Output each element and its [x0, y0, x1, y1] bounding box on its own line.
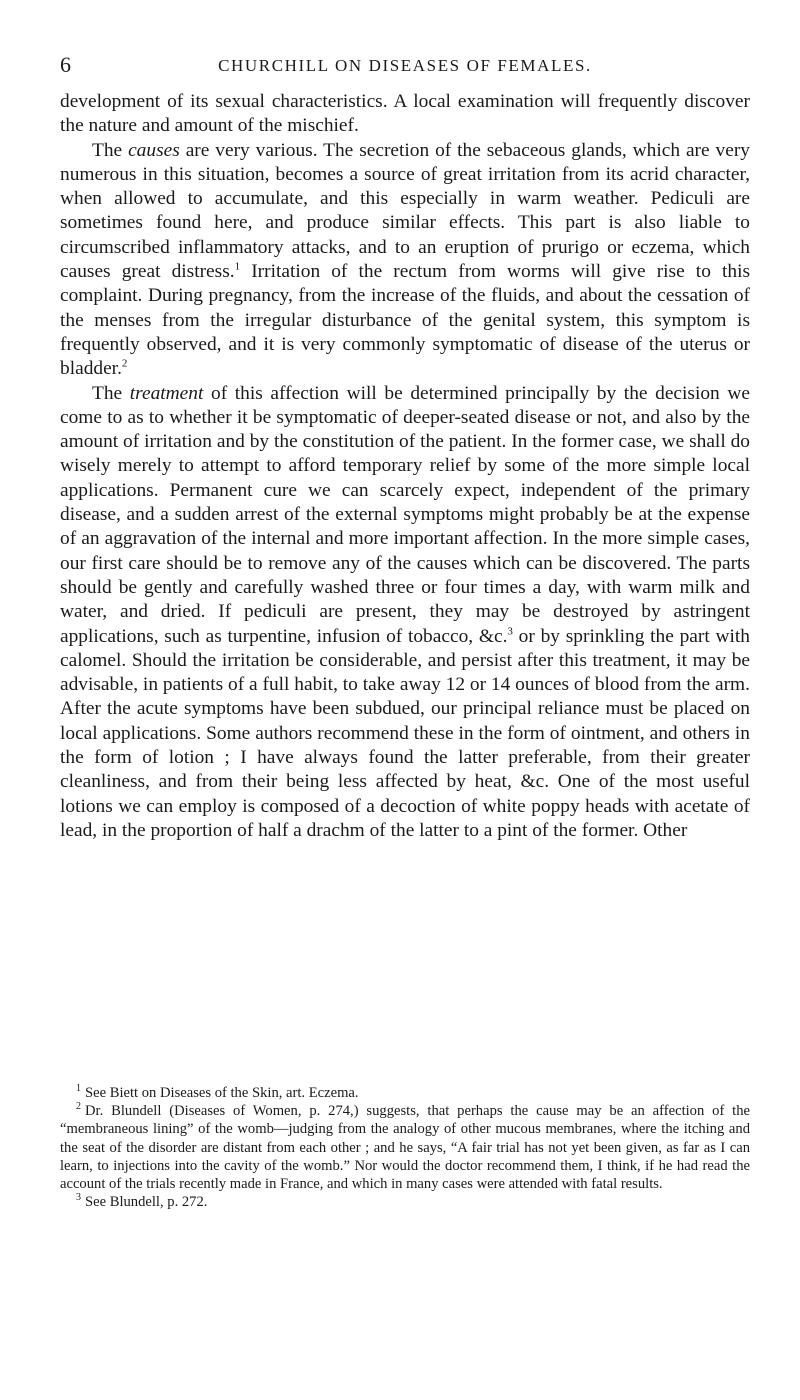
p2-prefix: The — [92, 139, 123, 161]
paragraph-2 — [60, 139, 750, 382]
footnote-1 — [60, 1084, 750, 1102]
paragraph-3 — [60, 382, 750, 844]
p2-text-a: are very various. The secretion of the sebaceous glands, which are very numerous in this situation, becomes a source of great irritation from its acrid character, when allowed to accumulate, and this especially in warm weather. Pediculi are sometimes found here, and produce similar effects. This part is also liable to circumscribed inflammatory attacks, and to an eruption of prurigo or eczema, which causes great distress. — [60, 139, 750, 283]
page-number: 6 — [60, 52, 71, 77]
p2-emphasis: causes — [128, 139, 180, 161]
p3-prefix: The — [92, 382, 123, 404]
footnote-1-text: See Biett on Diseases of the Skin, art. Eczema. — [85, 1085, 359, 1101]
p3-text-b: or by sprinkling the part with calomel. Should the irritation be considerable, and persist after this treatment, it may be advisable, in patients of a full habit, to take away 12 or 14 ounces of blood from the arm. After the acute symptoms have been subdued, our principal reliance must be placed on local applications. Some authors recommend these in the form of ointment, and others in the form of lotion ; I have always found the latter preferable, from their greater cleanliness, and from their being less affected by heat, &c. One of the most useful lotions we can employ is composed of a decoction of white poppy heads with acetate of lead, in the proportion of half a drachm of the latter to a pint of the former. Other — [60, 625, 750, 841]
footnotes — [60, 1084, 750, 1211]
footnote-ref-2[interactable]: 2 — [121, 357, 128, 370]
footnote-3-mark: 3 — [76, 1192, 81, 1204]
footnote-2 — [60, 1102, 750, 1193]
footnote-2-text: Dr. Blundell (Diseases of Women, p. 274,) suggests, that perhaps the cause may be an affection of the “membraneous lining” of the womb—judging from the analogy of other mucous membranes, where the itching and the seat of the disorder are distant from each other ; and he says, “A fair trial has not yet been given, as far as I can learn, to injections into the cavity of the womb.” Nor would the doctor recommend them, I think, if he had read the account of the trials recently made in France, and which in many cases were attended with fatal results. — [60, 1103, 750, 1193]
footnote-ref-3[interactable]: 3 — [507, 625, 513, 638]
footnote-2-mark: 2 — [76, 1101, 81, 1113]
footnote-3 — [60, 1193, 750, 1211]
footnote-ref-1[interactable]: 1 — [234, 260, 241, 273]
footnote-1-mark: 1 — [76, 1083, 81, 1095]
footnote-3-text: See Blundell, p. 272. — [85, 1194, 208, 1211]
running-head: CHURCHILL ON DISEASES OF FEMALES. — [218, 56, 592, 75]
p3-emphasis: treatment — [129, 382, 204, 404]
body-text — [60, 90, 750, 843]
p3-text-a: of this affection will be determined principally by the decision we come to as to whether it be symptomatic of deeper-seated disease or not, and also by the amount of irritation and by the constitution of the patient. In the former case, we shall do wisely merely to attempt to afford temporary relief by some of the more simple local applications. Permanent cure we can scarcely expect, independent of the primary disease, and a sudden arrest of the external symptoms might probably be at the expense of an aggravation of the internal and more important affection. In the more simple cases, our first care should be to remove any of the causes which can be discovered. The parts should be gently and carefully washed three or four times a day, with warm milk and water, and dried. If pediculi are present, they may be destroyed by astringent applications, such as turpentine, infusion of tobacco, &c. — [60, 382, 750, 647]
page-header — [60, 50, 750, 80]
p2-text-b: Irritation of the rectum from worms will give rise to this complaint. During pregnancy, from the increase of the fluids, and about the cessation of the menses from the irregular disturbance of the genital system, this symptom is frequently observed, and it is very commonly symptomatic of disease of the uterus or bladder. — [60, 261, 751, 380]
paragraph-1: development of its sexual characteristics. A local examination will frequently discover the nature and amount of the mischief. — [60, 91, 750, 137]
